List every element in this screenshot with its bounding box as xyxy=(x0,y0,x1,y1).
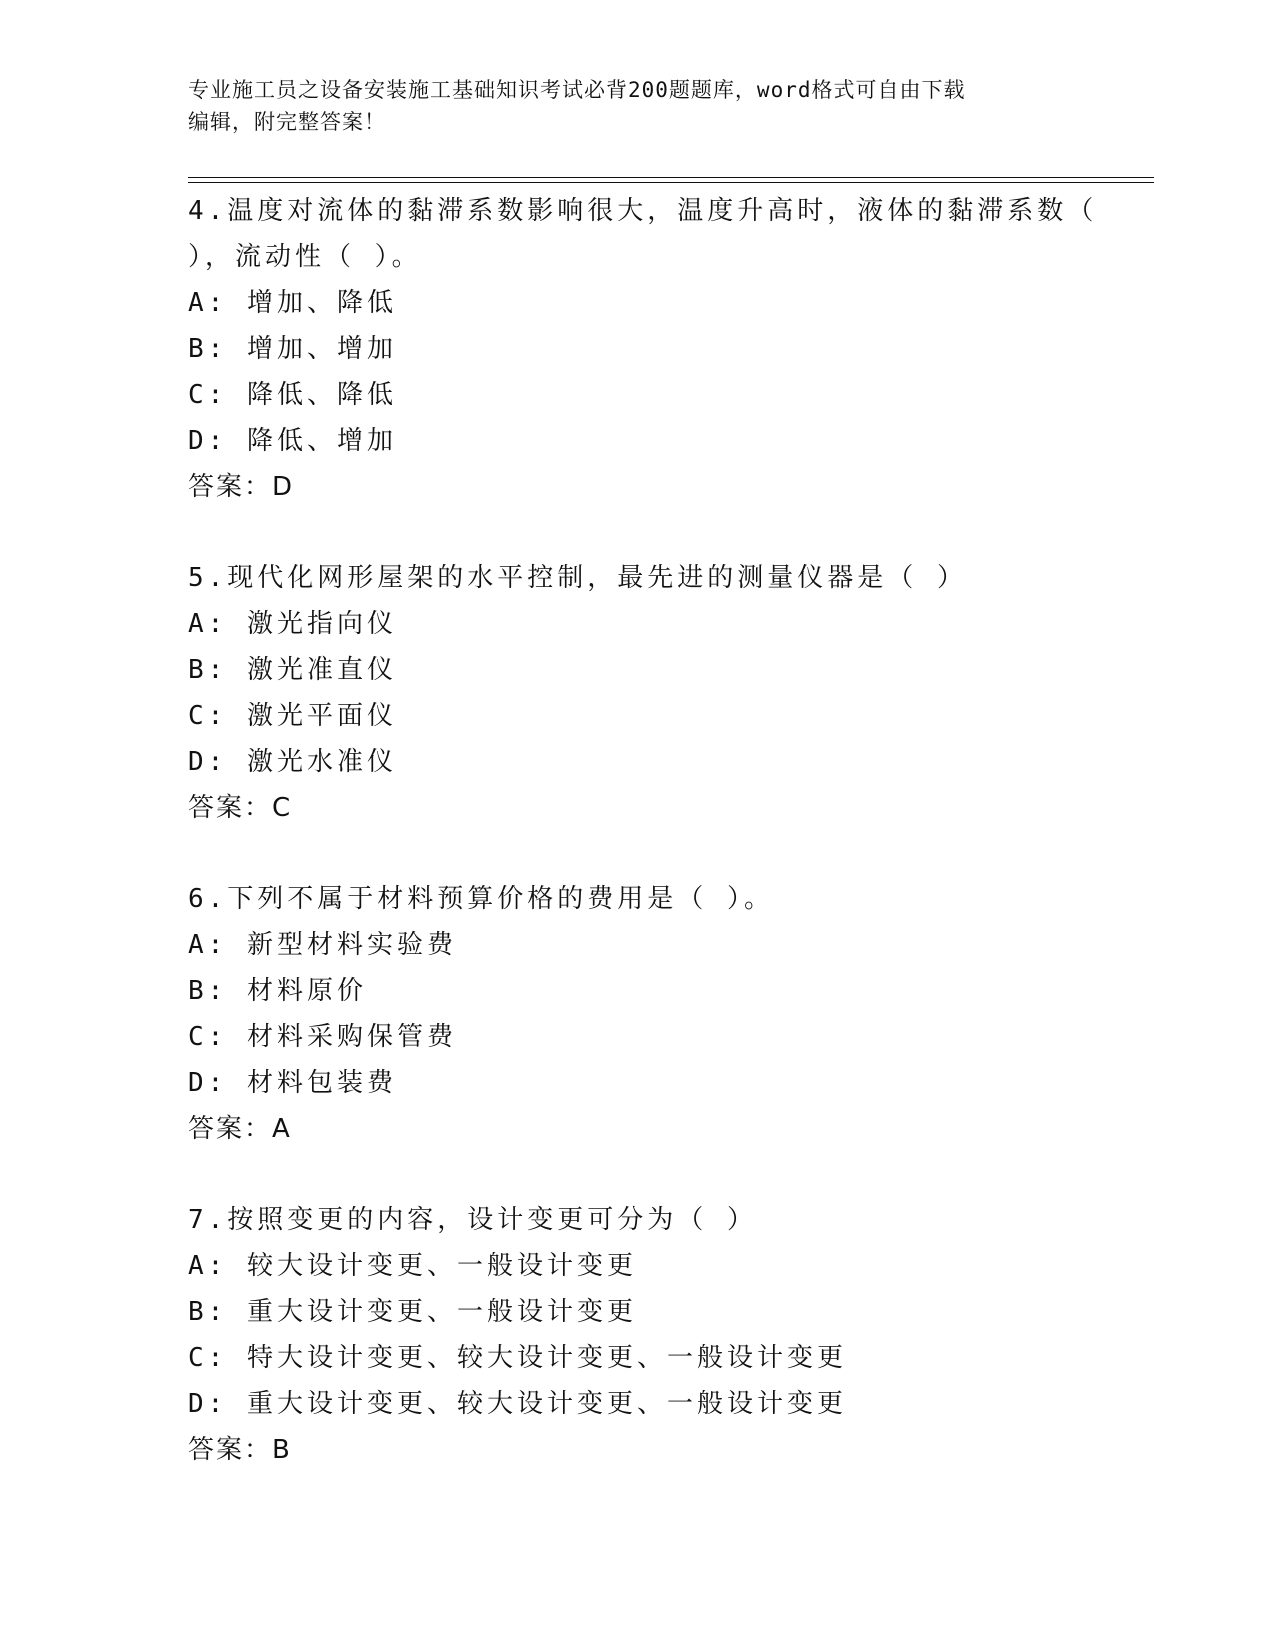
question-4-option-b: B: 增加、增加 xyxy=(188,334,397,364)
question-spacer xyxy=(188,1152,1088,1197)
question-7-stem: 7.按照变更的内容，设计变更可分为（ ） xyxy=(188,1205,757,1235)
question-4-stem-line-2: ），流动性（ ）。 xyxy=(188,242,422,272)
question-6-option-d: D: 材料包装费 xyxy=(188,1068,397,1098)
question-4-answer: 答案：D xyxy=(188,472,295,502)
header-divider-bottom xyxy=(188,182,1154,183)
question-7 xyxy=(188,1197,1088,1473)
question-spacer xyxy=(188,831,1088,876)
question-5-option-c: C: 激光平面仪 xyxy=(188,701,397,731)
question-5-option-b: B: 激光准直仪 xyxy=(188,655,397,685)
question-5 xyxy=(188,555,1088,831)
question-5-stem: 5.现代化网形屋架的水平控制，最先进的测量仪器是（ ） xyxy=(188,563,967,593)
question-4 xyxy=(188,188,1098,510)
question-6-option-b: B: 材料原价 xyxy=(188,976,367,1006)
document-header xyxy=(188,74,1088,138)
header-line-1: 专业施工员之设备安装施工基础知识考试必背200题题库，word格式可自由下载 xyxy=(188,78,966,102)
header-divider-top xyxy=(188,177,1154,178)
question-6-answer: 答案：A xyxy=(188,1114,292,1144)
question-list xyxy=(188,188,1098,1473)
question-5-option-a: A: 激光指向仪 xyxy=(188,609,397,639)
question-4-option-c: C: 降低、降低 xyxy=(188,380,397,410)
question-5-answer: 答案：C xyxy=(188,793,293,823)
question-6-option-c: C: 材料采购保管费 xyxy=(188,1022,457,1052)
header-line-2: 编辑，附完整答案！ xyxy=(188,110,386,134)
question-5-option-d: D: 激光水准仪 xyxy=(188,747,397,777)
question-4-stem-line-1: 4.温度对流体的黏滞系数影响很大，温度升高时，液体的黏滞系数（ xyxy=(188,196,1098,226)
question-7-option-d: D: 重大设计变更、较大设计变更、一般设计变更 xyxy=(188,1389,847,1419)
question-7-option-b: B: 重大设计变更、一般设计变更 xyxy=(188,1297,637,1327)
question-6 xyxy=(188,876,1088,1152)
question-4-option-a: A: 增加、降低 xyxy=(188,288,397,318)
question-4-option-d: D: 降低、增加 xyxy=(188,426,397,456)
question-7-answer: 答案：B xyxy=(188,1435,292,1465)
question-6-stem: 6.下列不属于材料预算价格的费用是（ ）。 xyxy=(188,884,774,914)
question-spacer xyxy=(188,510,1088,555)
question-7-option-c: C: 特大设计变更、较大设计变更、一般设计变更 xyxy=(188,1343,847,1373)
question-7-option-a: A: 较大设计变更、一般设计变更 xyxy=(188,1251,637,1281)
question-6-option-a: A: 新型材料实验费 xyxy=(188,930,457,960)
